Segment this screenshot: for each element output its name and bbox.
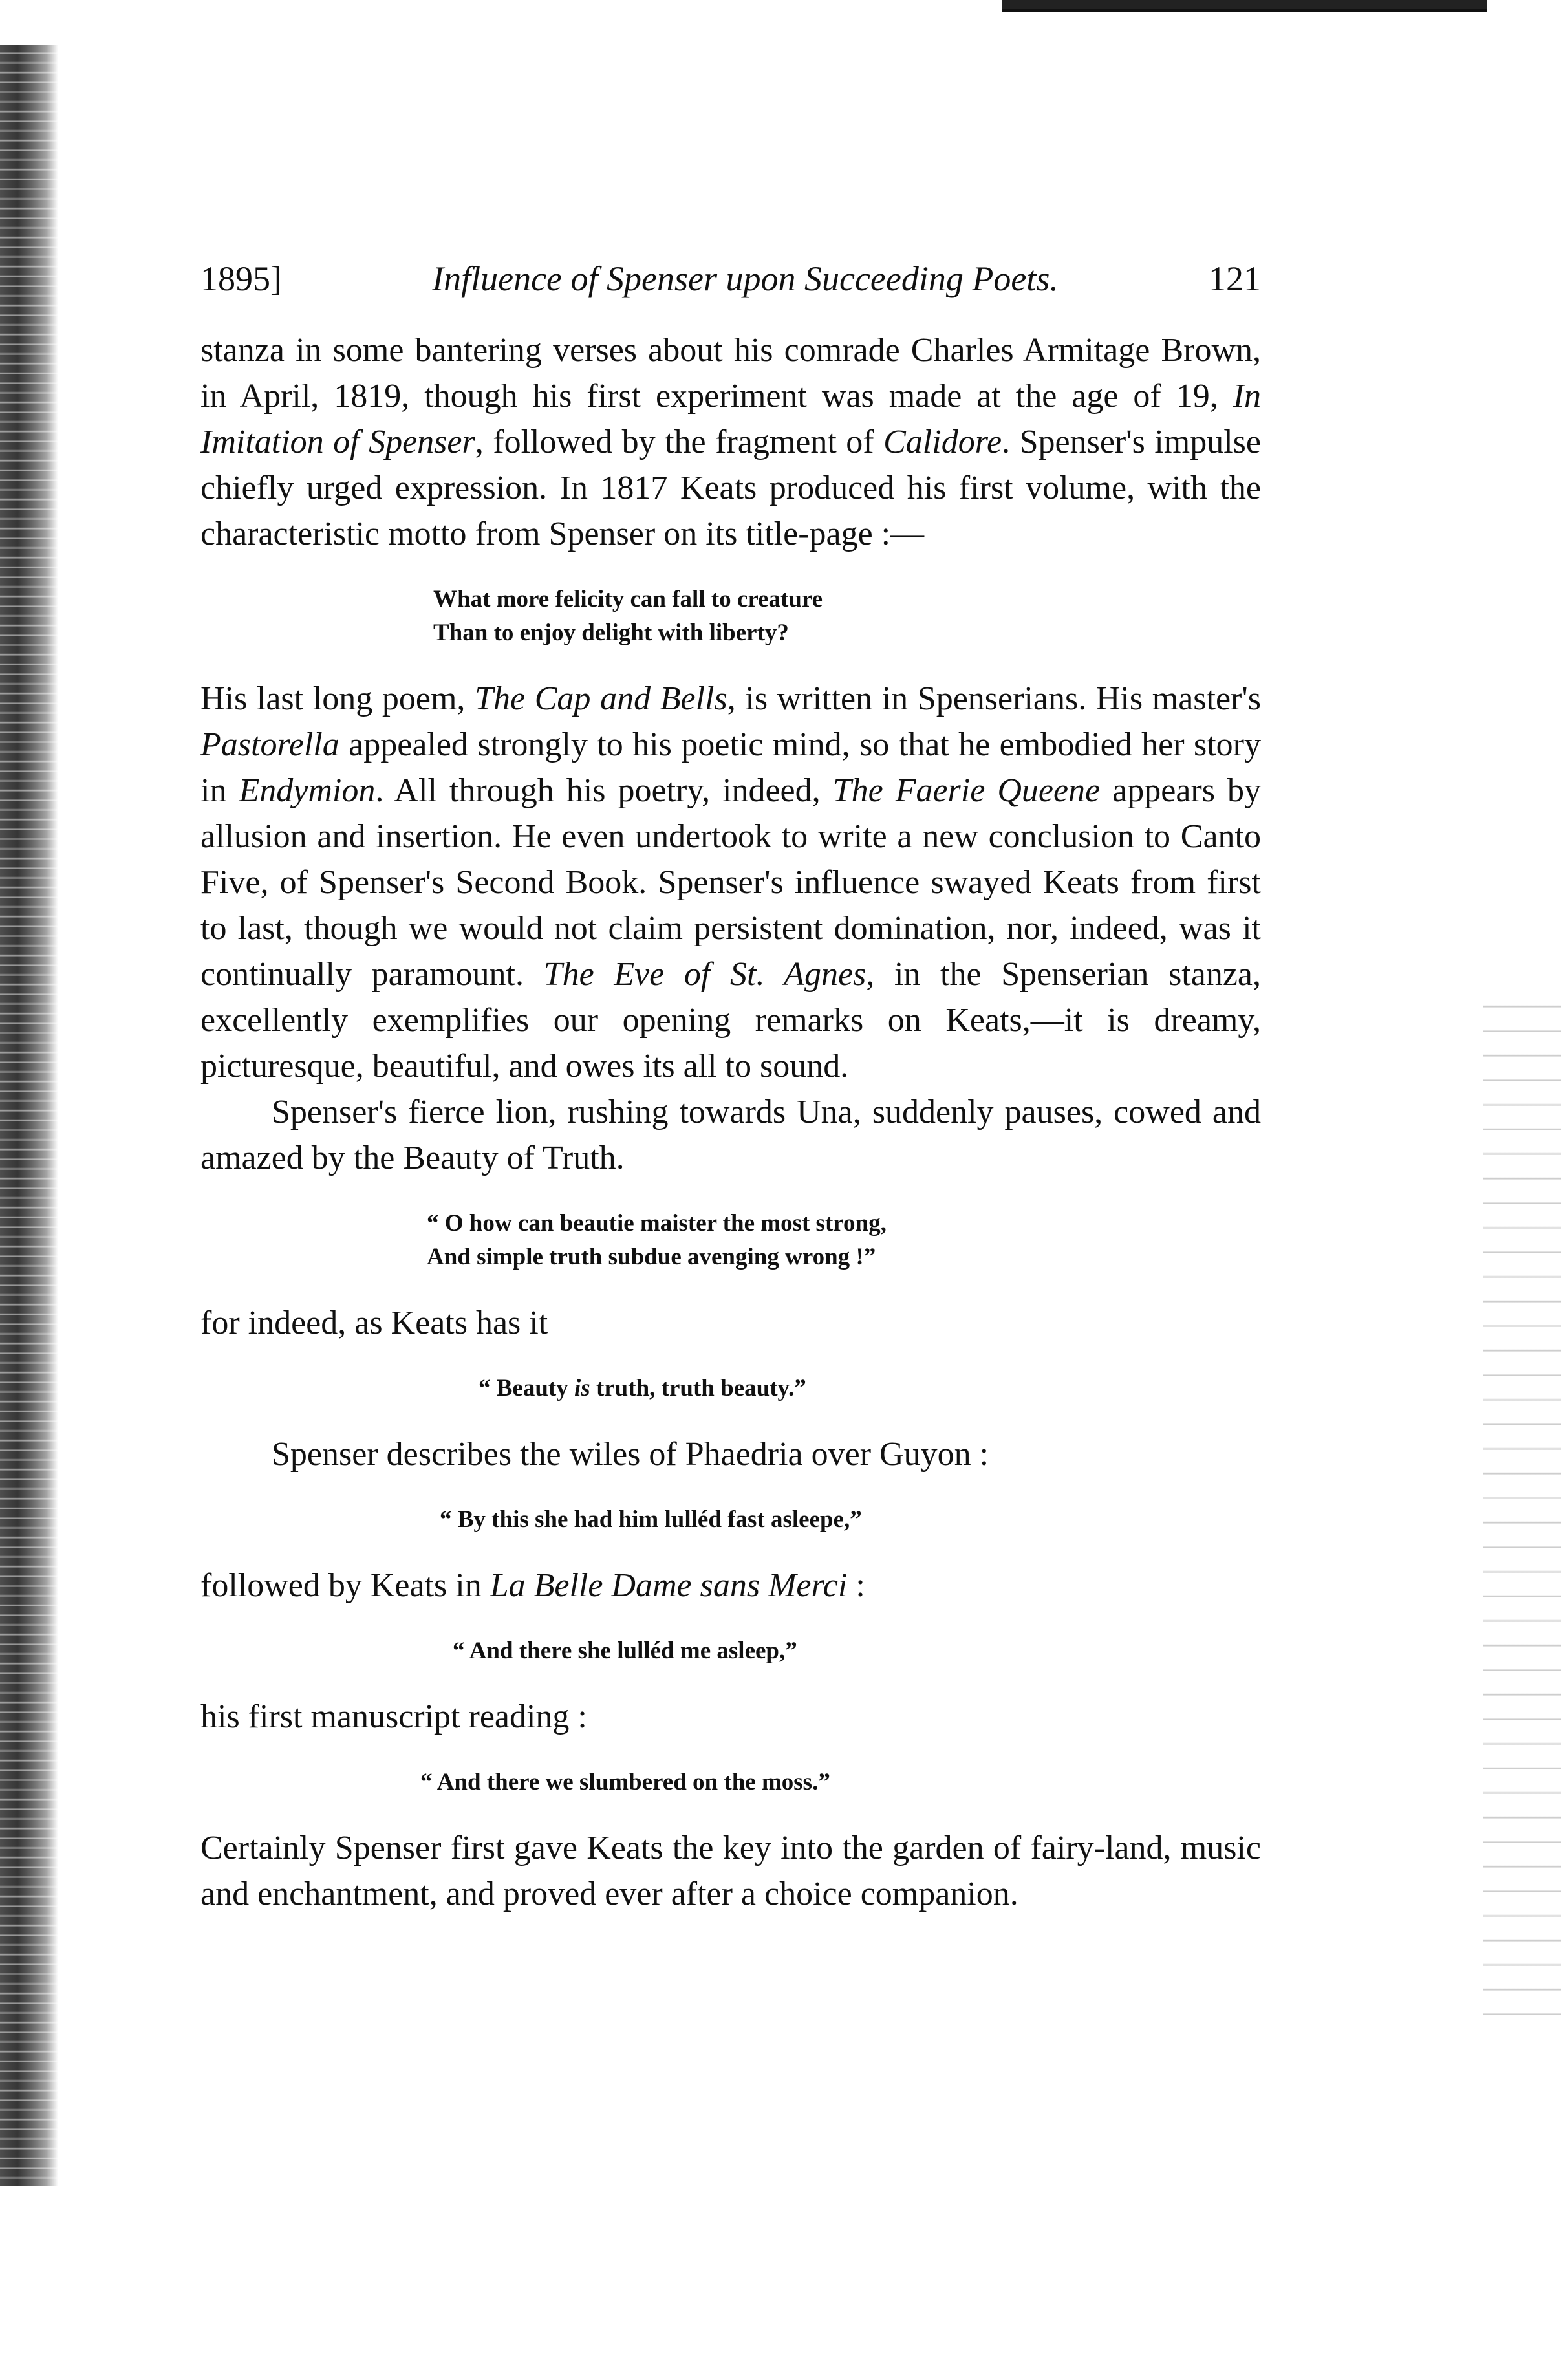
italic-title: In Imitation of Spenser: [200, 378, 1261, 460]
page-number: 121: [1208, 259, 1261, 298]
text-run: , in the Spenserian stanza, excellently exemplifies our opening remarks on Keats,—it is dreamy, picturesque, beautiful, and owes its all to sound.: [200, 956, 1261, 1085]
italic-word: is: [574, 1375, 590, 1401]
paragraph-3: Spenser's fierce lion, rushing towards Una, suddenly pauses, cowed and amazed by the Beauty of Truth.: [200, 1094, 1261, 1176]
text-run: stanza in some bantering verses about his comrade Charles Armitage Brown, in April, 1819, though his first experiment was made at the age of 19,: [200, 332, 1261, 415]
text-run: “ Beauty: [479, 1375, 574, 1401]
page-edge-specks: [1483, 1002, 1561, 2037]
italic-title: Calidore: [883, 424, 1002, 460]
text-run: appears by allusion and insertion. He even undertook to write a new conclusion to Canto Five, of Spenser's Second Book. Spenser's influence swayed Keats from first to last, though we would not claim persistent domination, nor, indeed, was it continually paramount.: [200, 772, 1262, 993]
paragraph-5: Spenser describes the wiles of Phaedria over Guyon :: [272, 1436, 989, 1473]
paragraph-7: his first manuscript reading :: [200, 1698, 587, 1735]
text-run: . All through his poetry, indeed,: [375, 772, 833, 809]
quote-line: “ By this she had him lulléd fast asleepe,”: [440, 1506, 862, 1533]
text-run: , is written in Spenserians. His master's: [727, 680, 1261, 717]
italic-title: La Belle Dame sans Merci: [490, 1567, 848, 1604]
top-rule: [1002, 0, 1487, 12]
header-year: 1895]: [200, 259, 282, 298]
text-run: appealed strongly to his poetic mind, so that he embodied her story in: [200, 726, 1261, 809]
quote-motto: [200, 583, 1261, 650]
quote-beauty-truth: [200, 1372, 1261, 1405]
text-run: . Spenser's impulse chiefly urged expression. In 1817 Keats produced his first volume, with the characteristic motto from Spenser on its title-page :—: [200, 424, 1261, 552]
quote-beautie: [200, 1207, 1261, 1274]
italic-title: Pastorella: [200, 726, 339, 763]
italic-title: The Faerie Queene: [832, 772, 1101, 809]
quote-line: And simple truth subdue avenging wrong !”: [427, 1244, 876, 1270]
text-run: , followed by the fragment of: [475, 424, 884, 460]
italic-title: The Cap and Bells: [475, 680, 727, 717]
quote-line: “ O how can beautie maister the most strong,: [427, 1210, 887, 1237]
quote-line: [200, 1372, 1261, 1405]
text-run: :: [847, 1567, 865, 1604]
quote-line: “ And there we slumbered on the moss.”: [420, 1769, 830, 1795]
running-header: [200, 259, 1261, 299]
paragraph-4: for indeed, as Keats has it: [200, 1304, 548, 1341]
quote-line: What more felicity can fall to creature: [433, 586, 823, 612]
paragraph-2: [200, 676, 1261, 1089]
binding-texture: [0, 45, 71, 2186]
paragraph-6: [200, 1563, 1261, 1608]
text-run: truth, truth beauty.”: [590, 1375, 806, 1401]
page-content: [200, 259, 1261, 1917]
italic-title: Endymion: [239, 772, 376, 809]
quote-line: Than to enjoy delight with liberty?: [433, 620, 789, 646]
paragraph-8: Certainly Spenser first gave Keats the key into the garden of fairy-land, music and enchantment, and proved ever after a choice companion.: [200, 1830, 1261, 1912]
quote-phaedria: [200, 1503, 1261, 1537]
quote-manuscript: [200, 1766, 1261, 1799]
quote-line: “ And there she lulléd me asleep,”: [453, 1638, 797, 1664]
text-run: His last long poem,: [200, 680, 475, 717]
italic-title: The Eve of St. Agnes: [543, 956, 867, 993]
text-run: followed by Keats in: [200, 1567, 490, 1604]
header-title: Influence of Spenser upon Succeeding Poets.: [432, 259, 1059, 298]
quote-keats-lulled: [200, 1634, 1261, 1668]
paragraph-1: [200, 327, 1261, 557]
